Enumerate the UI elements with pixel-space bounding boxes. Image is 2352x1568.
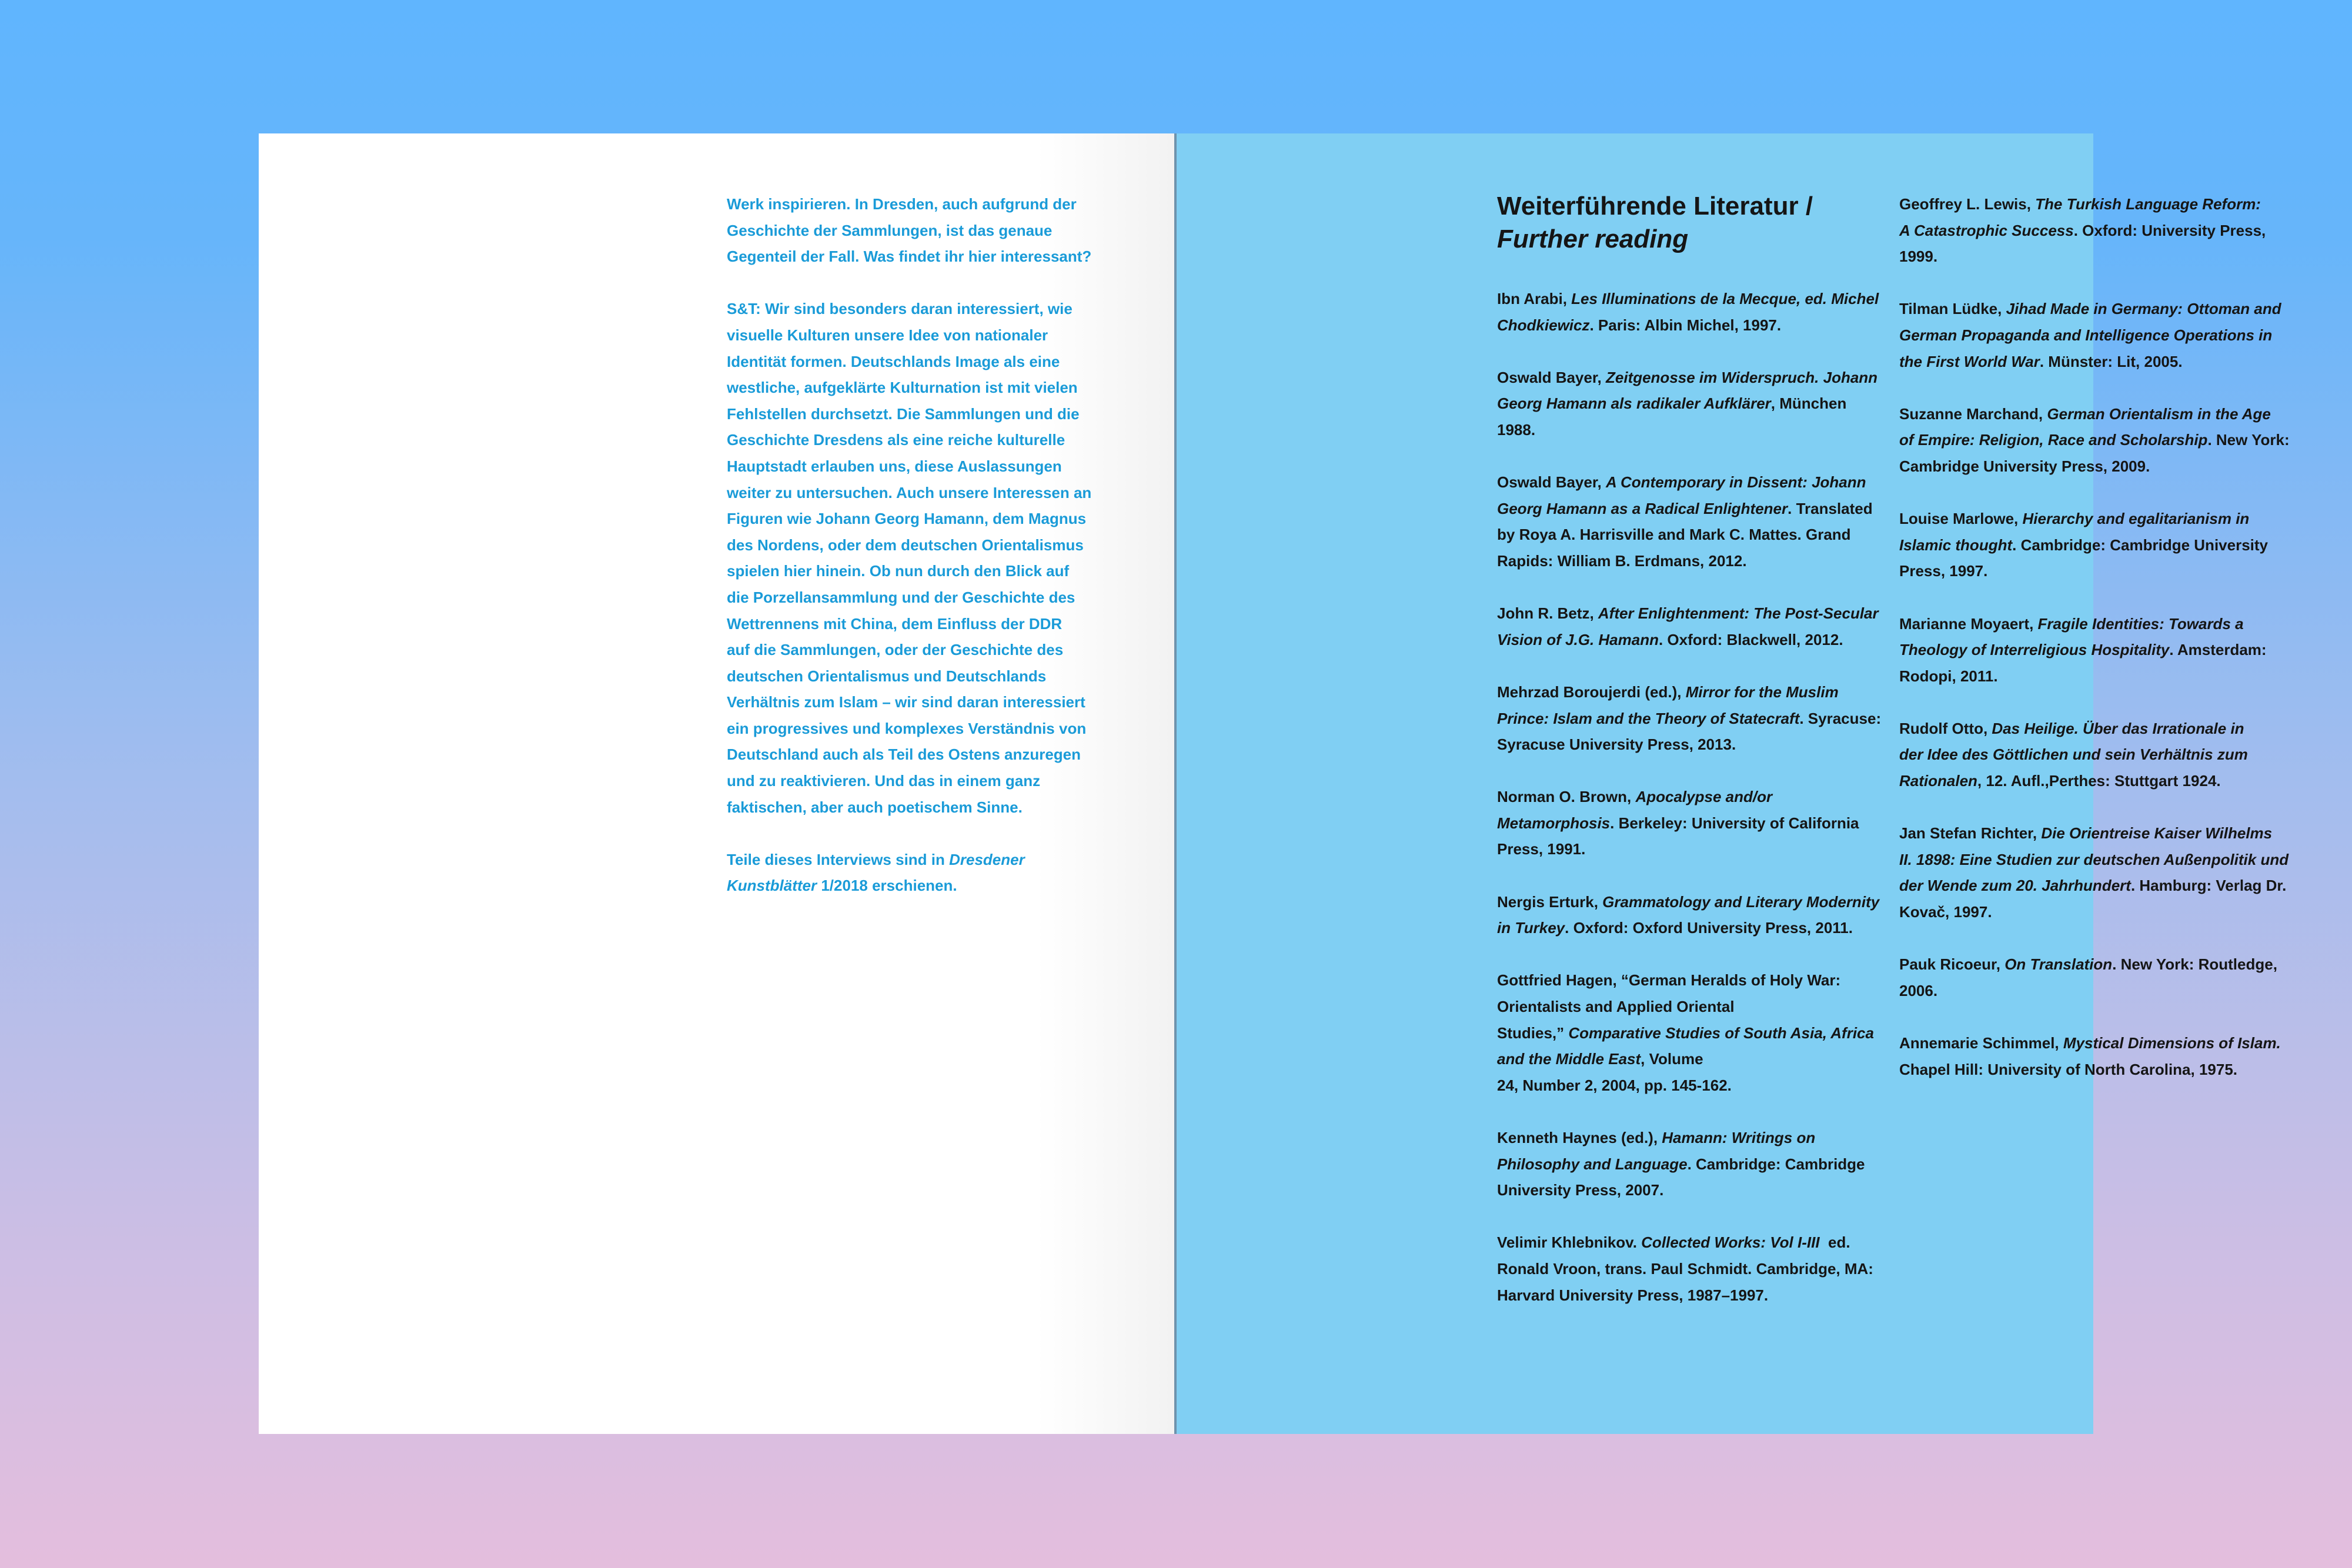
text-line <box>1899 872 2311 899</box>
publisher: . Hamburg: Verlag Dr. <box>2130 877 2287 895</box>
author: Mehrzad Boroujerdi (ed.), <box>1497 683 1686 701</box>
text-line: Syracuse University Press, 2013. <box>1497 735 1736 754</box>
publisher: . Syracuse: <box>1799 709 1882 727</box>
text-line <box>1497 286 1909 312</box>
author: Kenneth Haynes (ed.), <box>1497 1129 1662 1146</box>
further-reading-heading <box>1497 190 1873 256</box>
text-line: 2006. <box>1899 981 1938 999</box>
text-line: und zu reaktivieren. Und das in einem ganz <box>727 772 1041 790</box>
title: Hamann: Writings on <box>1662 1129 1816 1146</box>
text-line: der Idee des Göttlichen und sein Verhältnis zum <box>1899 745 2248 764</box>
text-line: Geschichte der Sammlungen, ist das genaue <box>727 221 1053 239</box>
interview-text <box>727 191 1109 925</box>
interview-paragraph-2 <box>727 296 1109 820</box>
text-line: Figuren wie Johann Georg Hamann, dem Magnus <box>727 510 1087 528</box>
text-line: Cambridge University Press, 2009. <box>1899 457 2150 475</box>
title: Collected Works: Vol I-III <box>1641 1233 1820 1252</box>
title: Die Orientreise Kaiser Wilhelms <box>2041 824 2273 842</box>
interview-paragraph-1 <box>727 191 1109 270</box>
left-page <box>259 133 1174 1434</box>
text-line: Geschichte Dresdens als eine reiche kulturelle <box>727 431 1065 449</box>
bibliography-entry <box>1497 365 1909 443</box>
interview-source-note <box>727 847 1109 899</box>
text-line <box>1497 365 1909 391</box>
author: Suzanne Marchand, <box>1899 404 2047 423</box>
text-line: Wettrennens mit China, dem Einfluss der DDR <box>727 614 1063 633</box>
bibliography-entry <box>1497 889 1909 941</box>
text-line <box>1899 820 2311 847</box>
publisher: ed. <box>1819 1233 1850 1252</box>
title: A Contemporary in Dissent: Johann <box>1605 473 1866 492</box>
publisher: . Paris: Albin Michel, 1997. <box>1589 316 1782 334</box>
publisher: . Oxford: Blackwell, 2012. <box>1658 630 1843 648</box>
publisher: . Oxford: University Press, <box>2073 221 2266 239</box>
author: Norman O. Brown, <box>1497 788 1636 806</box>
note-title: Kunstblätter <box>727 877 817 895</box>
author: Oswald Bayer, <box>1497 368 1606 386</box>
text-line: Rodopi, 2011. <box>1899 667 1998 685</box>
publisher: . Oxford: Oxford University Press, 2011. <box>1565 919 1853 937</box>
title: Comparative Studies of South Asia, Africa <box>1568 1024 1874 1042</box>
title: On Translation <box>2004 955 2113 974</box>
bibliography-entry <box>1899 296 2311 375</box>
text-line <box>1899 611 2311 637</box>
title: Les Illuminations de la Mecque, ed. Michel <box>1571 290 1879 307</box>
title: Jihad Made in Germany: Ottoman and <box>2006 300 2281 318</box>
bibliography-entry <box>1899 820 2311 925</box>
text-line: Werk inspirieren. In Dresden, auch aufgrund der <box>727 195 1077 213</box>
text-line: Chapel Hill: University of North Carolina, 1975. <box>1899 1060 2238 1078</box>
text-line <box>1497 1229 1909 1256</box>
text-line: spielen hier hinein. Ob nun durch den Blick auf <box>727 562 1070 580</box>
text-line: Identität formen. Deutschlands Image als eine <box>727 352 1060 370</box>
text-line: deutschen Orientalismus und Deutschlands <box>727 667 1047 685</box>
author: Ibn Arabi, <box>1497 290 1572 307</box>
text-line <box>1497 810 1909 837</box>
bibliography-entry <box>1899 716 2311 794</box>
text-line: Hauptstadt erlauben uns, diese Auslassungen <box>727 457 1062 475</box>
text-line <box>1497 784 1909 810</box>
text-line <box>1899 506 2311 532</box>
title: Chodkiewicz <box>1497 316 1590 334</box>
text-line <box>1497 469 1909 496</box>
publisher: . New York: Routledge, <box>2112 955 2277 974</box>
author: Marianne Moyaert, <box>1899 614 2038 633</box>
right-page <box>1177 133 2290 1434</box>
publisher: . Münster: Lit, 2005. <box>2039 352 2183 370</box>
text-line <box>1899 349 2311 375</box>
bibliography-entry <box>1497 1125 1909 1203</box>
text-line: Ronald Vroon, trans. Paul Schmidt. Cambridge, MA: <box>1497 1259 1873 1278</box>
text-line <box>1899 218 2311 244</box>
title: Mirror for the Muslim <box>1685 683 1839 701</box>
bibliography-entry <box>1497 469 1909 574</box>
bibliography-entry <box>1899 611 2311 690</box>
note-title: Dresdener <box>949 850 1025 868</box>
publisher: . Berkeley: University of California <box>1610 814 1859 832</box>
bibliography-entry <box>1497 679 1909 758</box>
publisher: . Cambridge: Cambridge University <box>2012 536 2269 554</box>
title: Vision of J.G. Hamann <box>1497 630 1659 648</box>
book-spread <box>259 133 2290 1434</box>
publisher: , 12. Aufl.,Perthes: Stuttgart 1924. <box>1977 772 2221 790</box>
publisher: . Cambridge: Cambridge <box>1687 1155 1865 1173</box>
text-line: faktischen, aber auch poetischem Sinne. <box>727 798 1023 816</box>
text-line: by Roya A. Harrisville and Mark C. Mattes. Grand <box>1497 526 1851 544</box>
text-line <box>1497 390 1909 417</box>
text-line: Press, 1997. <box>1899 562 1988 580</box>
text-line <box>1497 1046 1909 1072</box>
text-line: Fehlstellen durchsetzt. Die Sammlungen und die <box>727 404 1080 423</box>
text-line <box>1899 532 2311 559</box>
title: of Empire: Religion, Race and Scholarship <box>1899 431 2208 449</box>
heading-english: Further reading <box>1497 225 1689 253</box>
title: der Wende zum 20. Jahrhundert <box>1899 877 2131 895</box>
bibliography-entry <box>1497 967 1909 1098</box>
text-line: visuelle Kulturen unsere Idee von nationaler <box>727 326 1048 344</box>
text-line: Deutschland auch als Teil des Ostens anzuregen <box>727 745 1081 764</box>
author: Oswald Bayer, <box>1497 473 1606 492</box>
text-line: Gottfried Hagen, “German Heralds of Holy War: <box>1497 971 1841 989</box>
author: Pauk Ricoeur, <box>1899 955 2005 974</box>
text-line: Gegenteil der Fall. Was findet ihr hier interessant? <box>727 248 1092 266</box>
text-line: 1988. <box>1497 420 1536 439</box>
title: After Enlightenment: The Post-Secular <box>1598 604 1879 623</box>
publisher: . Translated <box>1788 499 1873 517</box>
text-line: des Nordens, oder dem deutschen Orientalismus <box>727 536 1084 554</box>
text-line <box>1899 427 2311 453</box>
bibliography-entry <box>1497 286 1909 338</box>
text-line <box>727 847 1109 873</box>
title: Grammatology and Literary Modernity <box>1602 892 1880 911</box>
publisher: . New York: <box>2207 431 2290 449</box>
title: Georg Hamann als radikaler Aufklärer <box>1497 394 1771 413</box>
text-line <box>727 872 1109 899</box>
title: Apocalypse and/or <box>1635 788 1773 806</box>
text-line <box>1497 1125 1909 1151</box>
text-line <box>1899 296 2311 322</box>
title: Metamorphosis <box>1497 814 1611 832</box>
author: Rudolf Otto, <box>1899 719 1992 737</box>
text-line: II. 1898: Eine Studien zur deutschen Außenpolitik und <box>1899 850 2289 868</box>
author: Nergis Erturk, <box>1497 892 1603 911</box>
text-line: Kovač, 1997. <box>1899 903 1992 921</box>
title: Zeitgenosse im Widerspruch. Johann <box>1605 368 1878 386</box>
text-line <box>1497 600 1909 627</box>
title: Islamic thought <box>1899 536 2013 554</box>
bibliography-entry <box>1497 600 1909 653</box>
bibliography-entry <box>1497 784 1909 862</box>
note-text: Teile dieses Interviews sind in <box>727 850 950 868</box>
text-line <box>1497 1151 1909 1178</box>
text-line <box>1497 1020 1909 1047</box>
title: Theology of Interreligious Hospitality <box>1899 641 2170 659</box>
text-line: German Propaganda and Intelligence Operations in <box>1899 326 2273 344</box>
title: Rationalen <box>1899 772 1977 790</box>
title: Hierarchy and egalitarianism in <box>2022 510 2250 528</box>
bibliography-entry <box>1899 401 2311 480</box>
text-line: die Porzellansammlung und der Geschichte des <box>727 588 1075 606</box>
text-line <box>1497 627 1909 653</box>
title: Mystical Dimensions of Islam. <box>2063 1034 2281 1052</box>
text-line <box>1497 889 1909 915</box>
text-line: University Press, 2007. <box>1497 1181 1664 1199</box>
title: in Turkey <box>1497 919 1565 937</box>
text-line: westliche, aufgeklärte Kulturnation ist mit vielen <box>727 379 1078 397</box>
title: German Orientalism in the Age <box>2047 404 2271 423</box>
text-line <box>1497 679 1909 706</box>
author: Louise Marlowe, <box>1899 510 2023 528</box>
text-line <box>1899 716 2311 742</box>
text-line: Verhältnis zum Islam – wir sind daran interessiert <box>727 693 1085 711</box>
author: Jan Stefan Richter, <box>1899 824 2042 842</box>
title: The Turkish Language Reform: <box>2035 195 2261 213</box>
publisher: , Volume <box>1641 1050 1703 1068</box>
heading-german: Weiterführende Literatur / <box>1497 192 1813 220</box>
title: Georg Hamann as a Radical Enlightener <box>1497 499 1788 517</box>
text-line <box>1899 191 2311 218</box>
text-line <box>1497 496 1909 522</box>
publisher: . Amsterdam: <box>2169 641 2267 659</box>
text-line <box>1497 312 1909 339</box>
bibliography-column-2 <box>1899 191 2311 1109</box>
bibliography-entry <box>1899 951 2311 1004</box>
author: Annemarie Schimmel, <box>1899 1034 2063 1052</box>
text-line <box>1899 401 2311 427</box>
title: the First World War <box>1899 352 2040 370</box>
text-line <box>1899 1030 2311 1057</box>
author: Geoffrey L. Lewis, <box>1899 195 2036 213</box>
text-line: weiter zu untersuchen. Auch unsere Interessen an <box>727 483 1092 502</box>
text-line: Harvard University Press, 1987–1997. <box>1497 1286 1769 1304</box>
bibliography-entry <box>1497 1229 1909 1308</box>
publisher: , München <box>1770 394 1847 413</box>
text-line <box>1497 915 1909 941</box>
author: John R. Betz, <box>1497 604 1598 623</box>
text-line <box>1899 637 2311 663</box>
text-line: Press, 1991. <box>1497 840 1586 858</box>
title: Das Heilige. Über das Irrationale in <box>1992 719 2244 737</box>
bibliography-entry <box>1899 1030 2311 1082</box>
title: A Catastrophic Success <box>1899 221 2074 239</box>
text-line: 1999. <box>1899 248 1938 266</box>
text-line: ein progressives und komplexes Verständnis von <box>727 719 1087 737</box>
title: Philosophy and Language <box>1497 1155 1688 1173</box>
text-line <box>1899 768 2311 794</box>
bibliography-column-1 <box>1497 286 1909 1335</box>
author: Velimir Khlebnikov. <box>1497 1233 1642 1252</box>
text-line: 24, Number 2, 2004, pp. 145-162. <box>1497 1076 1732 1094</box>
text-line: Orientalists and Applied Oriental <box>1497 998 1735 1016</box>
text-line: Rapids: William B. Erdmans, 2012. <box>1497 551 1747 570</box>
author: Tilman Lüdke, <box>1899 300 2006 318</box>
bibliography-entry <box>1899 191 2311 270</box>
text-line <box>1497 706 1909 732</box>
bibliography-entry <box>1899 506 2311 584</box>
title: Prince: Islam and the Theory of Statecraft <box>1497 709 1800 727</box>
author: Studies,” <box>1497 1024 1569 1042</box>
text-line: S&T: Wir sind besonders daran interessiert, wie <box>727 300 1073 318</box>
note-text: 1/2018 erschienen. <box>817 877 957 895</box>
title: and the Middle East <box>1497 1050 1641 1068</box>
text-line <box>1899 951 2311 978</box>
title: Fragile Identities: Towards a <box>2037 614 2244 633</box>
text-line: auf die Sammlungen, oder der Geschichte des <box>727 641 1064 659</box>
